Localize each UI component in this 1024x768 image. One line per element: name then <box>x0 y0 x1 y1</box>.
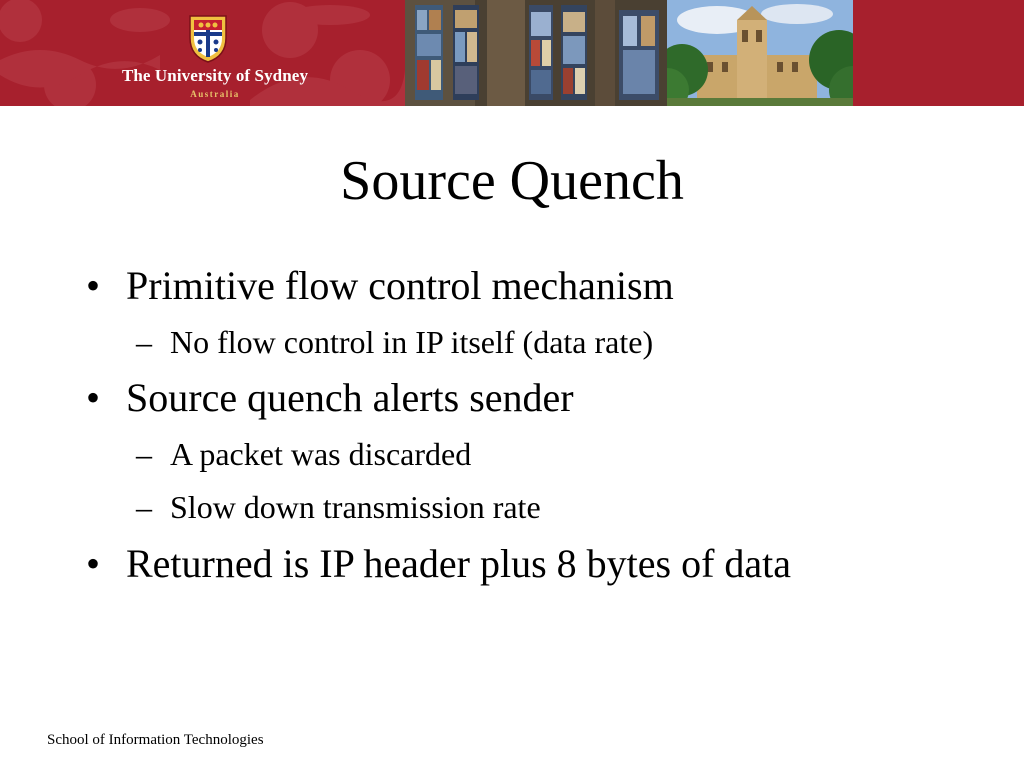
bullet-item <box>86 262 674 310</box>
bullet-marker: • <box>86 375 101 420</box>
bullet-text: Returned is IP header plus 8 bytes of data <box>126 541 792 586</box>
sub-bullet-item <box>136 322 653 362</box>
slide-title: Source Quench <box>340 150 684 212</box>
sub-bullet-marker: – <box>136 324 152 360</box>
bullet-marker: • <box>86 541 101 586</box>
bullet-text: Primitive flow control mechanism <box>126 263 674 308</box>
bullet-item <box>86 540 791 588</box>
sub-bullet-text: Slow down transmission rate <box>170 489 541 525</box>
bullet-marker: • <box>86 263 101 308</box>
university-country: Australia <box>190 89 240 99</box>
sub-bullet-marker: – <box>136 436 152 472</box>
bullet-text: Source quench alerts sender <box>126 375 574 420</box>
bullet-item <box>86 374 574 422</box>
footer-school-name: School of Information Technologies <box>47 732 264 748</box>
sub-bullet-item <box>136 434 471 474</box>
sub-bullet-text: A packet was discarded <box>170 436 472 472</box>
sub-bullet-text: No flow control in IP itself (data rate) <box>170 324 654 360</box>
sub-bullet-marker: – <box>136 489 152 525</box>
sub-bullet-item <box>136 487 541 527</box>
university-name: The University of Sydney <box>121 66 309 85</box>
